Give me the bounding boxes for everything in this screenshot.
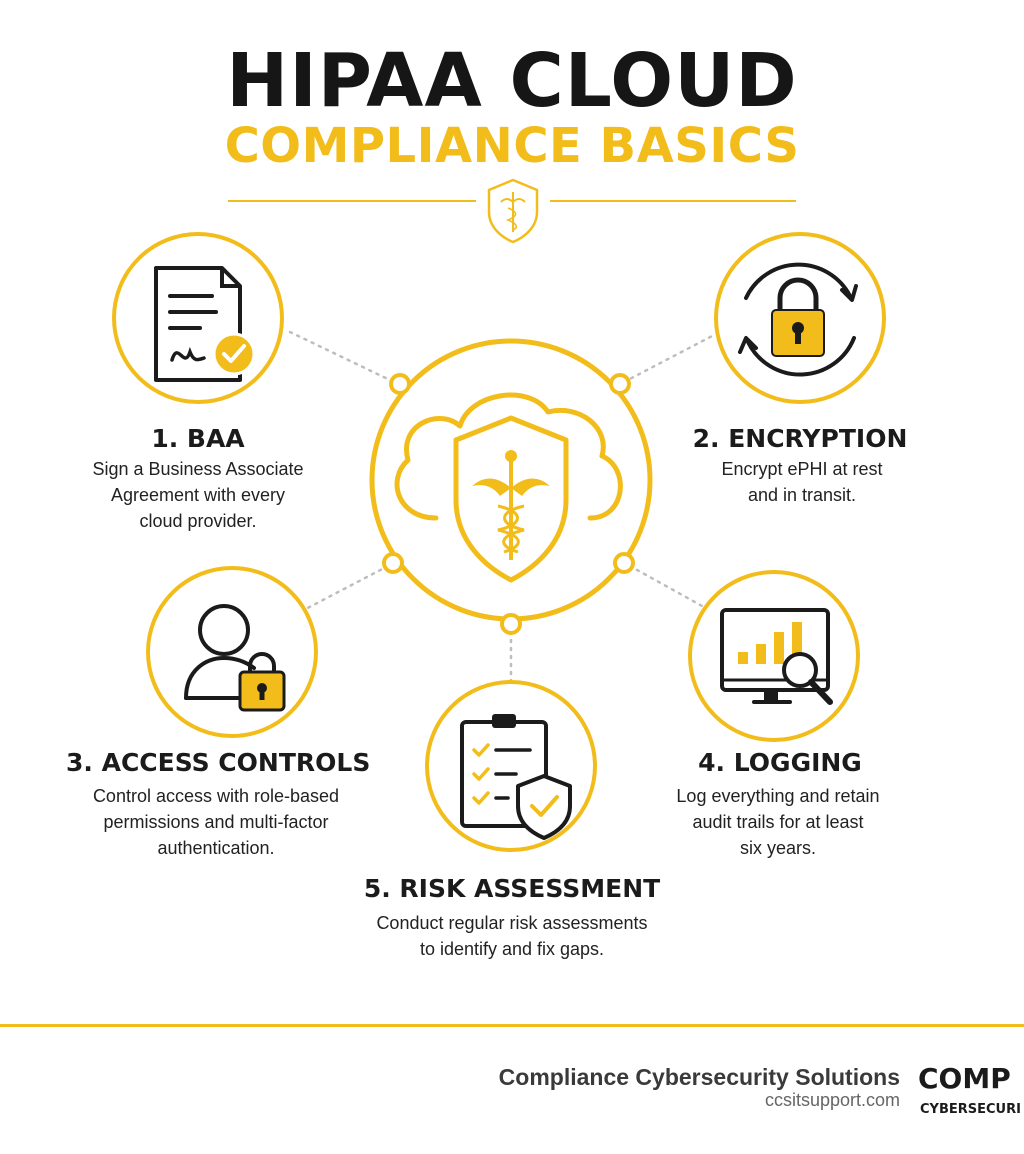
item-title-logging: 4. LOGGING bbox=[698, 748, 862, 777]
page-title: HIPAA CLOUD bbox=[226, 38, 798, 124]
footer-divider bbox=[0, 1024, 1024, 1027]
logging-icon-badge bbox=[690, 572, 858, 740]
logo-subtext: CYBERSECURI bbox=[920, 1102, 1021, 1117]
signed-document-check-icon bbox=[156, 268, 254, 380]
connector-logging bbox=[630, 566, 702, 606]
connector-access bbox=[300, 566, 388, 612]
hub-node-bottom bbox=[502, 615, 520, 633]
baa-icon-badge bbox=[114, 234, 282, 402]
item-title-risk-assessment: 5. RISK ASSESSMENT bbox=[363, 874, 661, 903]
company-url[interactable]: ccsitsupport.com bbox=[764, 1090, 900, 1110]
company-logo bbox=[912, 1060, 1024, 1130]
item-desc-baa: Sign a Business Associate Agreement with every cloud provider. bbox=[92, 459, 304, 531]
page-subtitle: COMPLIANCE BASICS bbox=[224, 118, 800, 174]
title-shield-icon bbox=[489, 180, 537, 242]
item-desc-logging: Log everything and retain audit trails for at least six years. bbox=[676, 786, 880, 858]
connector-baa bbox=[290, 332, 394, 382]
connector-encryption bbox=[624, 334, 716, 382]
monitor-chart-magnifier-icon bbox=[722, 610, 830, 702]
item-title-access-controls: 3. ACCESS CONTROLS bbox=[66, 748, 371, 777]
item-title-baa: 1. BAA bbox=[151, 424, 245, 453]
item-desc-risk-assessment: Conduct regular risk assessments to identify and fix gaps. bbox=[376, 913, 648, 959]
logo-text: COMP bbox=[918, 1062, 1011, 1095]
item-desc-encryption: Encrypt ePHI at rest and in transit. bbox=[721, 459, 883, 505]
item-desc-access-controls: Control access with role-based permissions and multi-factor authentication. bbox=[92, 786, 340, 858]
hub-node-top-left bbox=[391, 375, 409, 393]
hub-node-bottom-right bbox=[615, 554, 633, 572]
encryption-icon-badge bbox=[716, 234, 884, 402]
risk-assessment-icon-badge bbox=[427, 682, 595, 850]
item-title-encryption: 2. ENCRYPTION bbox=[692, 424, 908, 453]
company-name: Compliance Cybersecurity Solutions bbox=[498, 1064, 900, 1090]
hub-node-bottom-left bbox=[384, 554, 402, 572]
access-controls-icon-badge bbox=[148, 568, 316, 736]
central-hub bbox=[372, 341, 650, 633]
hub-node-top-right bbox=[611, 375, 629, 393]
